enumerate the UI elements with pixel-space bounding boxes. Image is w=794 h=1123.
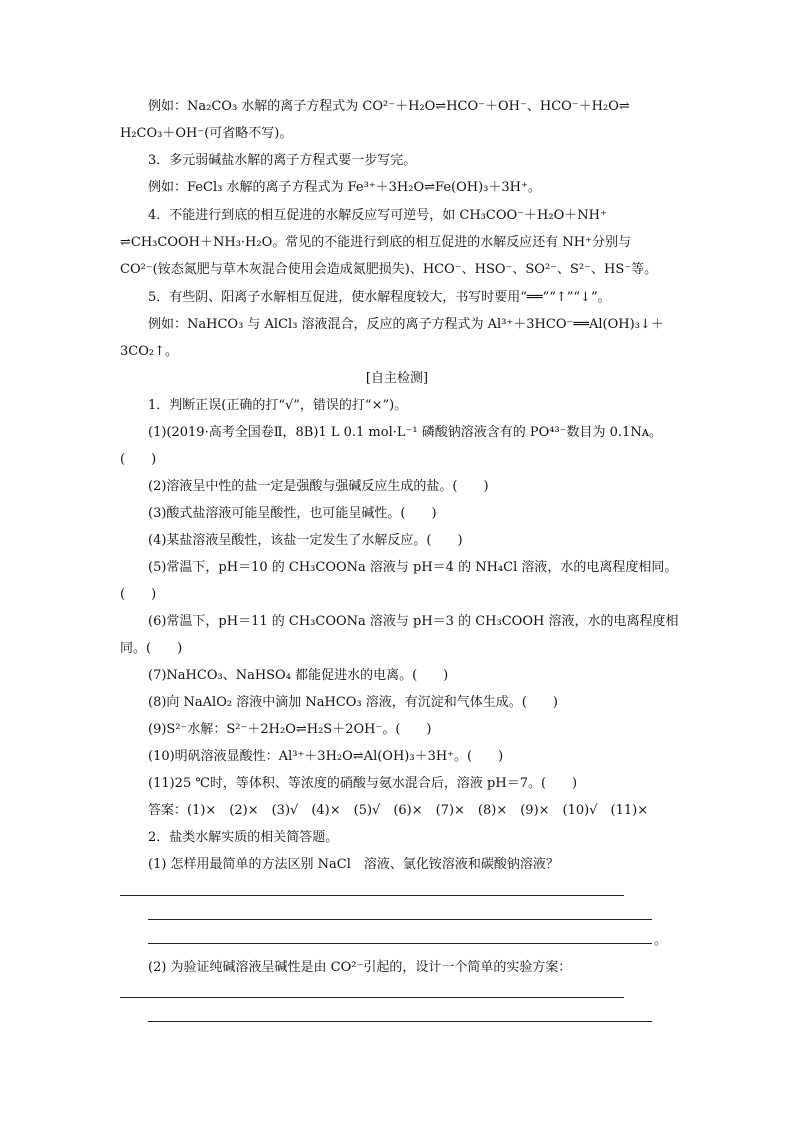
text-line: (6)常温下，pH＝11 的 CH₃COONa 溶液与 pH＝3 的 CH₃COOH 溶液，水的电离程度相: [148, 614, 679, 629]
text-line: 1．判断正误(正确的打“√”，错误的打“×”)。: [148, 398, 408, 413]
text-line: (10)明矾溶液显酸性：Al³⁺＋3H₂O⇌Al(OH)₃＋3H⁺。( ): [148, 749, 504, 764]
answer-line: [120, 997, 624, 998]
answer-line: [148, 943, 652, 944]
text-line: 3CO₂↑。: [120, 344, 178, 359]
text-line: (2)溶液呈中性的盐一定是强酸与强碱反应生成的盐。( ): [148, 479, 489, 494]
text-line: CO²⁻(铵态氮肥与草木灰混合使用会造成氮肥损失)、HCO⁻、HSO⁻、SO²⁻、S²⁻、HS⁻等。: [120, 262, 658, 277]
text-line: 例如：NaHCO₃ 与 AlCl₃ 溶液混合，反应的离子方程式为 Al³⁺＋3HCO⁻══Al(OH)₃↓＋: [148, 317, 664, 332]
text-line: H₂CO₃＋OH⁻(可省略不写)。: [120, 126, 293, 141]
text-line: (4)某盐溶液呈酸性，该盐一定发生了水解反应。( ): [148, 533, 463, 548]
text-line: 5．有些阴、阳离子水解相互促进，使水解程度较大，书写时要用“══”“↑”“↓”。: [148, 290, 611, 305]
text-line: 答案：(1)× (2)× (3)√ (4)× (5)√ (6)× (7)× (8)× (9)× (10)√ (11)×: [148, 803, 649, 818]
text-line: (2) 为验证纯碱溶液呈碱性是由 CO²⁻引起的，设计一个简单的实验方案：: [148, 960, 572, 975]
text-line: (9)S²⁻水解：S²⁻＋2H₂O⇌H₂S＋2OH⁻。( ): [148, 722, 432, 737]
text-line: 3．多元弱碱盐水解的离子方程式要一步写完。: [148, 153, 417, 168]
text-line: ( ): [120, 452, 157, 467]
answer-line: [148, 1021, 652, 1022]
text-line: (11)25 ℃时，等体积、等浓度的硝酸与氨水混合后，溶液 pH＝7。( ): [148, 776, 578, 791]
text-line: ( ): [120, 587, 157, 602]
text-line: 例如：Na₂CO₃ 水解的离子方程式为 CO²⁻＋H₂O⇌HCO⁻＋OH⁻、HCO⁻＋H₂O⇌: [148, 99, 630, 114]
text-line: (3)酸式盐溶液可能呈酸性，也可能呈碱性。( ): [148, 506, 437, 521]
answer-period: 。: [654, 933, 668, 948]
section-title: [自主检测]: [365, 371, 429, 386]
answer-line: [120, 895, 624, 896]
text-line: (7)NaHCO₃、NaHSO₄ 都能促进水的电离。( ): [148, 668, 449, 683]
text-line: (8)向 NaAlO₂ 溶液中滴加 NaHCO₃ 溶液，有沉淀和气体生成。( ): [148, 695, 558, 710]
text-line: 4．不能进行到底的相互促进的水解反应写可逆号，如 CH₃COO⁻＋H₂O＋NH⁺: [148, 208, 607, 223]
text-line: (5)常温下，pH＝10 的 CH₃COONa 溶液与 pH＝4 的 NH₄Cl 溶液，水的电离程度相同。: [148, 560, 678, 575]
text-line: 同。( ): [120, 641, 183, 656]
text-line: (1) 怎样用最简单的方法区别 NaCl 溶液、氯化铵溶液和碳酸钠溶液？: [148, 857, 559, 872]
answer-line: [148, 919, 652, 920]
text-line: 例如：FeCl₃ 水解的离子方程式为 Fe³⁺＋3H₂O⇌Fe(OH)₃＋3H⁺。: [148, 180, 541, 195]
text-line: ⇌CH₃COOH＋NH₃·H₂O。常见的不能进行到底的相互促进的水解反应还有 NH⁺分别与: [120, 235, 631, 250]
text-line: 2．盐类水解实质的相关简答题。: [148, 830, 339, 845]
text-line: (1)(2019·高考全国卷Ⅱ，8B)1 L 0.1 mol·L⁻¹ 磷酸钠溶液含有的 PO⁴³⁻数目为 0.1Nᴀ。: [148, 425, 663, 440]
